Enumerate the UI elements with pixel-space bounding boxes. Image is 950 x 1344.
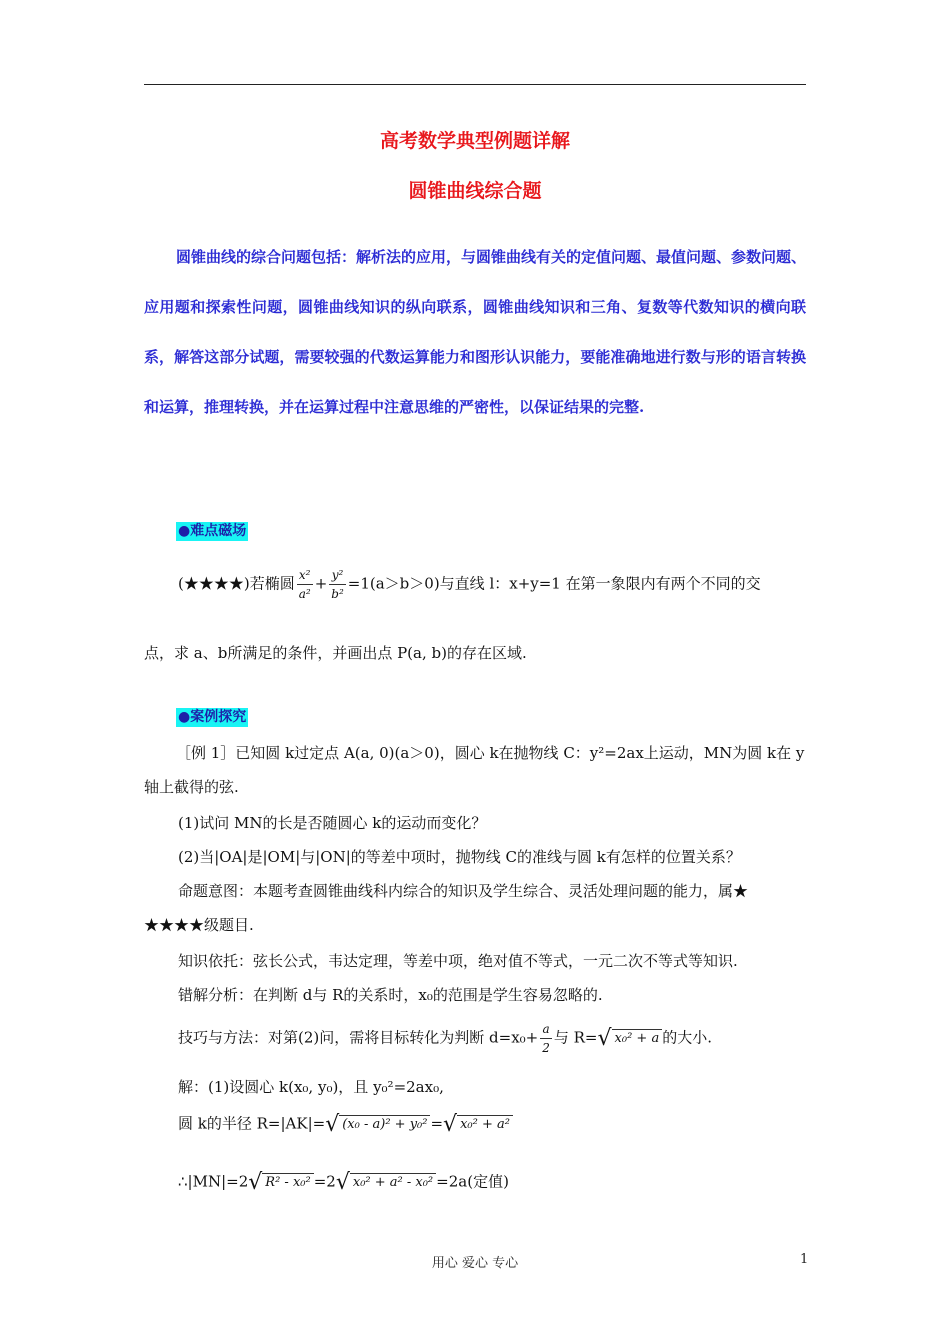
problem-line-2: 点，求 a、b所满足的条件，并画出点 P(a, b)的存在区域. — [144, 644, 527, 662]
fraction-y2-b2 — [329, 566, 346, 603]
section-heading-case-study: ●案例探究 — [178, 709, 247, 725]
knowledge-line: 知识依托：弦长公式，韦达定理，等差中项，绝对值不等式，一元二次不等式等知识. — [178, 952, 738, 970]
frac-denominator: a² — [298, 587, 311, 601]
frac-numerator: a — [540, 1020, 552, 1039]
header-rule — [144, 84, 806, 85]
fraction-a-over-2 — [540, 1020, 552, 1057]
sqrt-expression: √ x₀² + a² - x₀² — [336, 1170, 436, 1195]
skill-text-b: 与 R= — [553, 1028, 598, 1047]
page-subtitle: 圆锥曲线综合题 — [408, 180, 542, 202]
error-analysis-line: 错解分析：在判断 d与 R的关系时，x₀的范围是学生容易忽略的. — [178, 986, 603, 1004]
problem-stars-text: (★★★★)若椭圆 — [178, 574, 295, 593]
solution-line-2 — [178, 1112, 513, 1137]
plus-sign: + — [314, 574, 328, 593]
example-line-1: ［例 1］已知圆 k过定点 A(a, 0)(a＞0)，圆心 k在抛物线 C：y²=2ax上运动，MN为圆 k在 y — [176, 744, 805, 762]
radius-text: 圆 k的半径 R=|AK|= — [178, 1114, 326, 1133]
page-number: 1 — [800, 1252, 809, 1267]
frac-numerator: y² — [329, 566, 346, 585]
intent-line-1: 命题意图：本题考查圆锥曲线科内综合的知识及学生综合、灵活处理问题的能力，属★ — [178, 882, 749, 900]
sqrt-expression: √ x₀² + a² — [443, 1112, 513, 1137]
solution-line-3 — [178, 1170, 509, 1195]
page-title: 高考数学典型例题详解 — [379, 130, 570, 152]
example-line-2: 轴上截得的弦. — [144, 778, 239, 796]
frac-denominator: b² — [331, 587, 344, 601]
frac-denominator: 2 — [542, 1041, 550, 1055]
skill-line — [178, 1020, 712, 1057]
skill-text-a: 技巧与方法：对第(2)问，需将目标转化为判断 d=x₀+ — [178, 1028, 539, 1047]
sqrt-expression: √ R² - x₀² — [248, 1170, 313, 1195]
question-2: (2)当|OA|是|OM|与|ON|的等差中项时，抛物线 C的准线与圆 k有怎样的位置关系？ — [178, 848, 741, 866]
sqrt-expression: √ x₀² + a — [598, 1026, 663, 1051]
mn-length-text: ∴|MN|=2 — [178, 1172, 249, 1191]
equals-two-text: =2 — [313, 1172, 336, 1191]
solution-line-1: 解：(1)设圆心 k(x₀, y₀)，且 y₀²=2ax₀, — [178, 1078, 444, 1096]
skill-text-c: 的大小. — [662, 1028, 712, 1047]
problem-line-1 — [178, 566, 761, 603]
section-heading-difficulty: ●难点磁场 — [178, 523, 247, 539]
equals-sign: = — [430, 1114, 444, 1133]
sqrt-expression: √ (x₀ - a)² + y₀² — [325, 1112, 430, 1137]
question-1: (1)试问 MN的长是否随圆心 k的运动而变化？ — [178, 814, 487, 832]
page-footer: 用心 爱心 专心 — [431, 1256, 519, 1271]
intro-paragraph: 圆锥曲线的综合问题包括：解析法的应用，与圆锥曲线有关的定值问题、最值问题、参数问题、应用题和探索性问题，圆锥曲线知识的纵向联系，圆锥曲线知识和三角、复数等代数知识的横向联系，解答这部分试题，需要较强的代数运算能力和图形认识能力，要能准确地进行数与形的语言转换和运算，推理转换，并在运算过程中注意思维的严密性，以保证结果的完整. — [144, 248, 807, 416]
intent-line-2: ★★★★级题目. — [144, 916, 254, 934]
problem-rest-text: =1(a＞b＞0)与直线 l：x+y=1 在第一象限内有两个不同的交 — [347, 574, 761, 593]
frac-numerator: x² — [297, 566, 313, 585]
constant-result-text: =2a(定值) — [436, 1172, 509, 1191]
fraction-x2-a2 — [297, 566, 313, 603]
